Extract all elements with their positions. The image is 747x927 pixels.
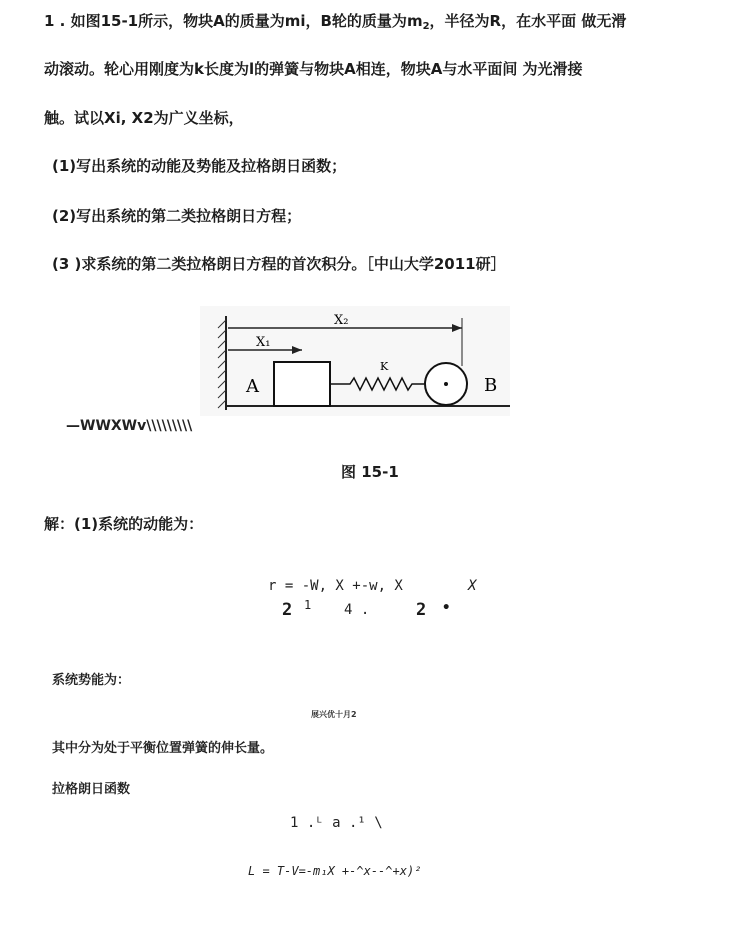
lagrange-label: 拉格朗日函数 — [52, 782, 131, 797]
question-1: (1)写出系统的动能及势能及拉格朗日函数； — [52, 157, 347, 175]
coef-2a: 2 — [282, 600, 293, 620]
wheel-b-label: B — [484, 375, 498, 396]
kinetic-energy-line-2 — [282, 600, 482, 624]
kinetic-energy-x: X — [468, 578, 477, 594]
lagrange-equation: L = T-V=-m₁X +-^x--^+x)² — [248, 864, 422, 878]
potential-formula: 展兴优十月2 — [311, 710, 357, 719]
block-a-label: A — [246, 376, 259, 397]
figure-15-1 — [200, 306, 510, 416]
block-a — [274, 362, 330, 406]
kinetic-energy-expression: r = -W, X +-w, X — [268, 578, 403, 594]
coef-dot: • — [442, 600, 451, 616]
lagrange-fragment: 1 .ᴸ a .¹ \ — [290, 815, 383, 831]
problem-line-1-text: 1 . 如图15-1所示，物块A的质量为mi，B轮的质量为 — [44, 12, 407, 30]
kinetic-energy-line-1 — [268, 578, 477, 594]
problem-line-1 — [44, 10, 626, 32]
x1-label: X₁ — [256, 335, 271, 350]
question-2: (2)写出系统的第二类拉格朗日方程； — [52, 207, 302, 225]
figure-caption: 图 15-1 — [341, 463, 399, 481]
coef-2b: 2 — [416, 600, 427, 620]
problem-line-3: 触。试以Xi, X2为广义坐标， — [44, 109, 244, 127]
coef-4: 4 . — [344, 602, 370, 618]
problem-line-2: 动滚动。轮心用刚度为k长度为l的弹簧与物块A相连，物块A与水平面间 为光滑接 — [44, 60, 583, 78]
solution-intro: 解：(1)系统的动能为： — [44, 515, 204, 533]
potential-label: 系统势能为： — [52, 673, 131, 688]
figure-background — [200, 306, 510, 416]
m2-main: m — [406, 12, 423, 30]
spring-label: K — [380, 360, 389, 373]
wheel-center — [444, 382, 448, 386]
m2-subscript: 2 — [422, 21, 430, 32]
ground-hatching-text: —WWXWv\\\\\\\\\ — [66, 418, 193, 434]
coef-1: 1 — [304, 598, 312, 612]
problem-line-1-tail: ，半径为R，在水平面 做无滑 — [429, 12, 627, 30]
delta-note: 其中分为处于平衡位置弹簧的伸长量。 — [52, 741, 274, 756]
x2-label: X₂ — [334, 313, 349, 328]
question-3: (3 )求系统的第二类拉格朗日方程的首次积分。［中山大学2011研］ — [52, 255, 506, 273]
m2-symbol — [407, 12, 430, 30]
